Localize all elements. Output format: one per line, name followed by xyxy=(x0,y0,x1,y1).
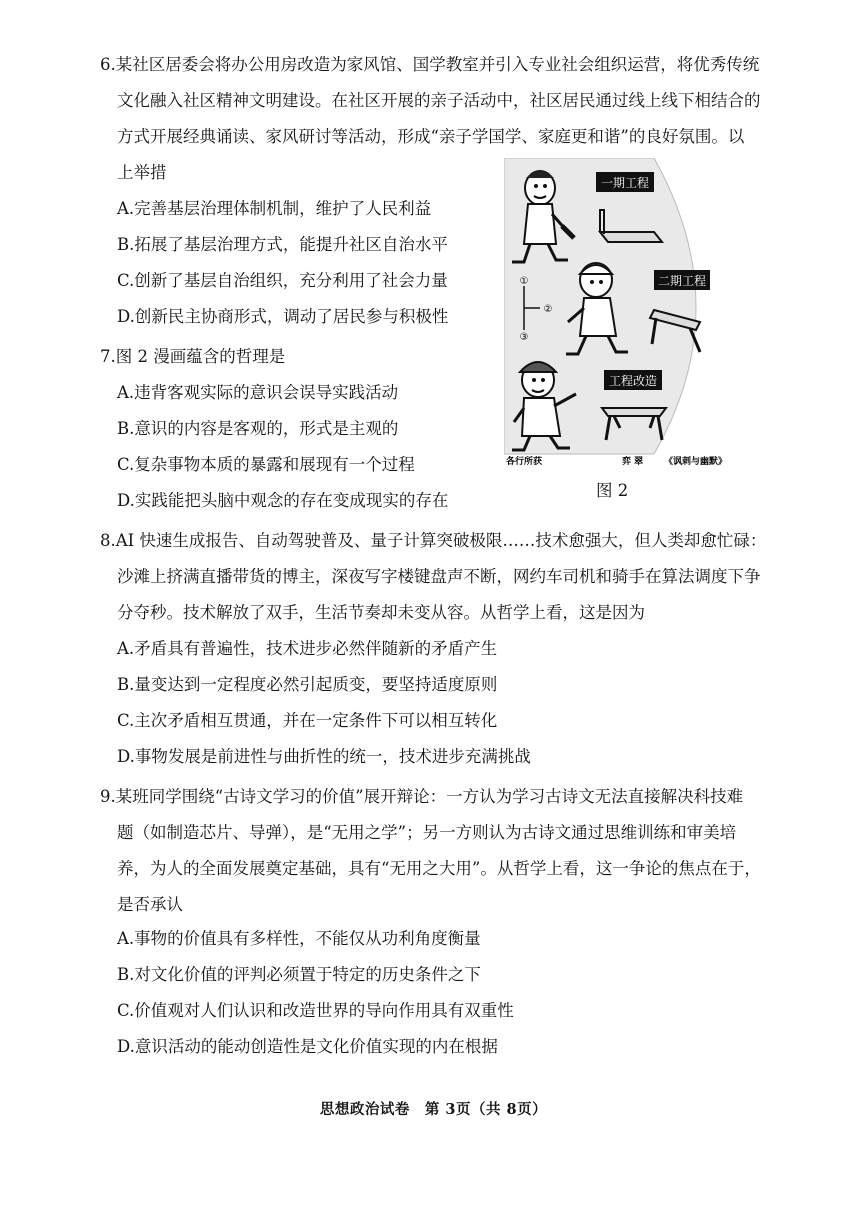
q7-option-a: A.违背客观实际的意识会误导实践活动 xyxy=(117,383,399,402)
q8-stem-line-2: 沙滩上挤满直播带货的博主，深夜写字楼键盘声不断，网约车司机和骑手在算法调度下争 xyxy=(117,567,761,586)
figure-2-cartoon xyxy=(504,158,738,472)
q6-option-c: C.创新了基层自治组织，充分利用了社会力量 xyxy=(117,271,448,290)
q6-stem-line-2: 文化融入社区精神文明建设。在社区开展的亲子活动中，社区居民通过线上线下相结合的 xyxy=(117,91,761,110)
q8-stem-line-3: 分夺秒。技术解放了双手，生活节奏却未变从容。从哲学上看，这是因为 xyxy=(117,603,645,622)
q6-option-d: D.创新民主协商形式，调动了居民参与积极性 xyxy=(117,307,449,326)
svg-text:③: ③ xyxy=(519,332,529,343)
q7-option-b: B.意识的内容是客观的，形式是主观的 xyxy=(117,419,399,438)
page-footer: 思想政治试卷 第 3页（共 8页） xyxy=(319,1101,548,1118)
q9-stem-line-3: 养，为人的全面发展奠定基础，具有“无用之大用”。从哲学上看，这一争论的焦点在于， xyxy=(117,859,761,878)
sign-renovation-label: 工程改造 xyxy=(608,374,658,388)
q7-option-d: D.实践能把头脑中观念的存在变成现实的存在 xyxy=(117,491,449,510)
sign-phase-2-label: 二期工程 xyxy=(657,274,707,288)
cartoon-title: 各行所获 xyxy=(506,457,543,467)
q6-stem-line-1: 6.某社区居委会将办公用房改造为家风馆、国学教室并引入专业社会组织运营，将优秀传统 xyxy=(100,55,760,74)
q9-option-b: B.对文化价值的评判必须置于特定的历史条件之下 xyxy=(117,965,481,984)
q7-stem: 7.图 2 漫画蕴含的哲理是 xyxy=(100,347,286,366)
q8-option-a: A.矛盾具有普遍性，技术进步必然伴随新的矛盾产生 xyxy=(117,639,498,658)
q7-option-c: C.复杂事物本质的暴露和展现有一个过程 xyxy=(117,455,415,474)
q6-option-b: B.拓展了基层治理方式，能提升社区自治水平 xyxy=(117,235,448,254)
q8-option-d: D.事物发展是前进性与曲折性的统一，技术进步充满挑战 xyxy=(117,747,531,766)
q6-option-a: A.完善基层治理体制机制，维护了人民利益 xyxy=(117,199,432,218)
cartoon-source: 《讽刺与幽默》 xyxy=(664,457,728,467)
q8-option-c: C.主次矛盾相互贯通，并在一定条件下可以相互转化 xyxy=(117,711,498,730)
svg-text:②: ② xyxy=(543,304,553,315)
q9-stem-line-2: 题（如制造芯片、导弹），是“无用之学”；另一方则认为古诗文通过思维训练和审美培 xyxy=(117,823,737,842)
q8-stem-line-1: 8.AI 快速生成报告、自动驾驶普及、量子计算突破极限……技术愈强大，但人类却愈忙碌： xyxy=(100,531,767,550)
q9-option-a: A.事物的价值具有多样性，不能仅从功利角度衡量 xyxy=(117,929,481,948)
cartoon-author: 弈 翠 xyxy=(622,457,644,467)
q9-option-c: C.价值观对人们认识和改造世界的导向作用具有双重性 xyxy=(117,1001,514,1020)
q8-option-b: B.量变达到一定程度必然引起质变，要坚持适度原则 xyxy=(117,675,498,694)
svg-text:①: ① xyxy=(519,276,529,287)
figure-2-caption: 图 2 xyxy=(596,481,629,500)
sign-phase-1-label: 一期工程 xyxy=(600,176,650,190)
q6-stem-line-3: 方式开展经典诵读、家风研讨等活动，形成“亲子学国学、家庭更和谐”的良好氛围。以 xyxy=(117,127,745,146)
q9-option-d: D.意识活动的能动创造性是文化价值实现的内在根据 xyxy=(117,1037,498,1056)
q9-stem-line-1: 9.某班同学围绕“古诗文学习的价值”展开辩论：一方认为学习古诗文无法直接解决科技难 xyxy=(100,787,744,806)
q6-stem-line-4: 上举措 xyxy=(117,163,167,182)
q9-stem-line-4: 是否承认 xyxy=(117,895,183,914)
